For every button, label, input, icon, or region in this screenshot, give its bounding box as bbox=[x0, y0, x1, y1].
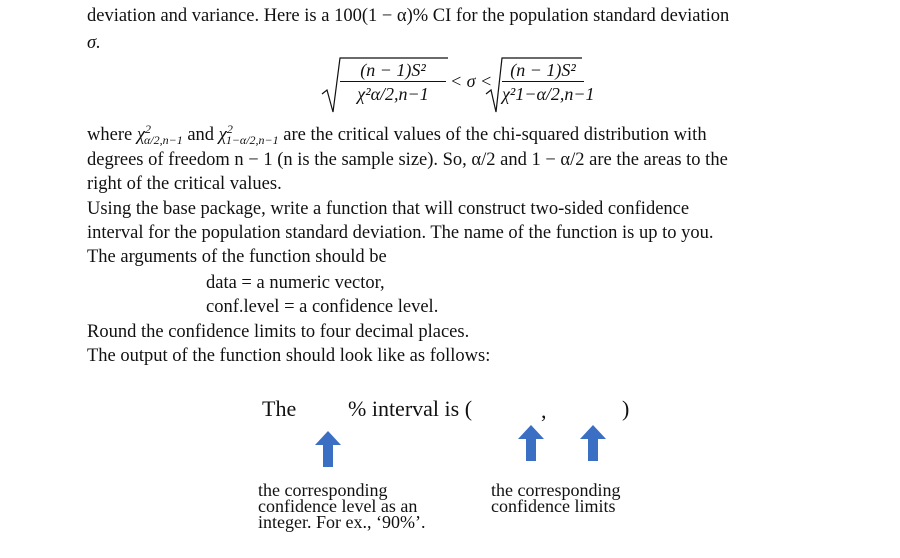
text-line-interval: interval for the population standard deviation. The name of the function is up to you. bbox=[87, 223, 714, 243]
fraction-right bbox=[502, 60, 595, 104]
note-line: confidence limits bbox=[491, 496, 616, 516]
note-line: integer. For ex., ‘90%’. bbox=[258, 512, 426, 532]
note-confidence-level bbox=[258, 482, 425, 530]
arrow-up-icon bbox=[518, 425, 544, 461]
arrow-up-icon bbox=[315, 431, 341, 467]
note-line: confidence level as an bbox=[258, 496, 418, 516]
fraction-left bbox=[340, 60, 446, 104]
text-line-2 bbox=[87, 32, 101, 54]
note-confidence-limits bbox=[491, 482, 620, 514]
output-the: The bbox=[262, 396, 297, 421]
text-line-1: deviation and variance. Here is a 100(1 − α)% CI for the population standard deviation bbox=[87, 6, 730, 26]
text-line-output: The output of the function should look like as follows: bbox=[87, 346, 491, 366]
numerator-right: (n − 1)S² bbox=[502, 60, 584, 82]
and-word: and bbox=[187, 125, 215, 145]
chi-right: $\chi^2_{1-\alpha/2,n-1}$ bbox=[218, 122, 279, 147]
argument-data: data = a numeric vector, bbox=[206, 273, 385, 293]
text-line-right: right of the critical values. bbox=[87, 174, 282, 194]
chi-left: $\chi^2_{\alpha/2,n-1}$ bbox=[136, 122, 183, 147]
output-comma: , bbox=[541, 398, 547, 423]
denominator-right: χ²1−α/2,n−1 bbox=[502, 84, 595, 104]
note-line: the corresponding bbox=[258, 480, 388, 500]
note-line: the corresponding bbox=[491, 480, 621, 500]
text-line-where bbox=[87, 124, 707, 147]
output-close-paren: ) bbox=[622, 396, 630, 421]
arrow-up-icon bbox=[580, 425, 606, 461]
text-line-arguments: The arguments of the function should be bbox=[87, 247, 387, 267]
text-line-df: degrees of freedom n − 1 (n is the sample size). So, α/2 and 1 − α/2 are the areas to the bbox=[87, 150, 728, 170]
text-line-base: Using the base package, write a function that will construct two-sided confidence bbox=[87, 199, 690, 219]
where-word: where bbox=[87, 125, 133, 145]
denominator-left: χ²α/2,n−1 bbox=[357, 84, 429, 104]
sigma-text: σ. bbox=[87, 33, 101, 53]
critical-values-text: are the critical values of the chi-squared distribution with bbox=[283, 125, 707, 145]
ci-formula bbox=[320, 52, 595, 116]
inequality: < σ < bbox=[450, 71, 493, 91]
output-interval: % interval is ( bbox=[348, 396, 473, 421]
argument-conf-level: conf.level = a confidence level. bbox=[206, 297, 439, 317]
text-line-round: Round the confidence limits to four decimal places. bbox=[87, 322, 470, 342]
numerator-left: (n − 1)S² bbox=[340, 60, 446, 82]
